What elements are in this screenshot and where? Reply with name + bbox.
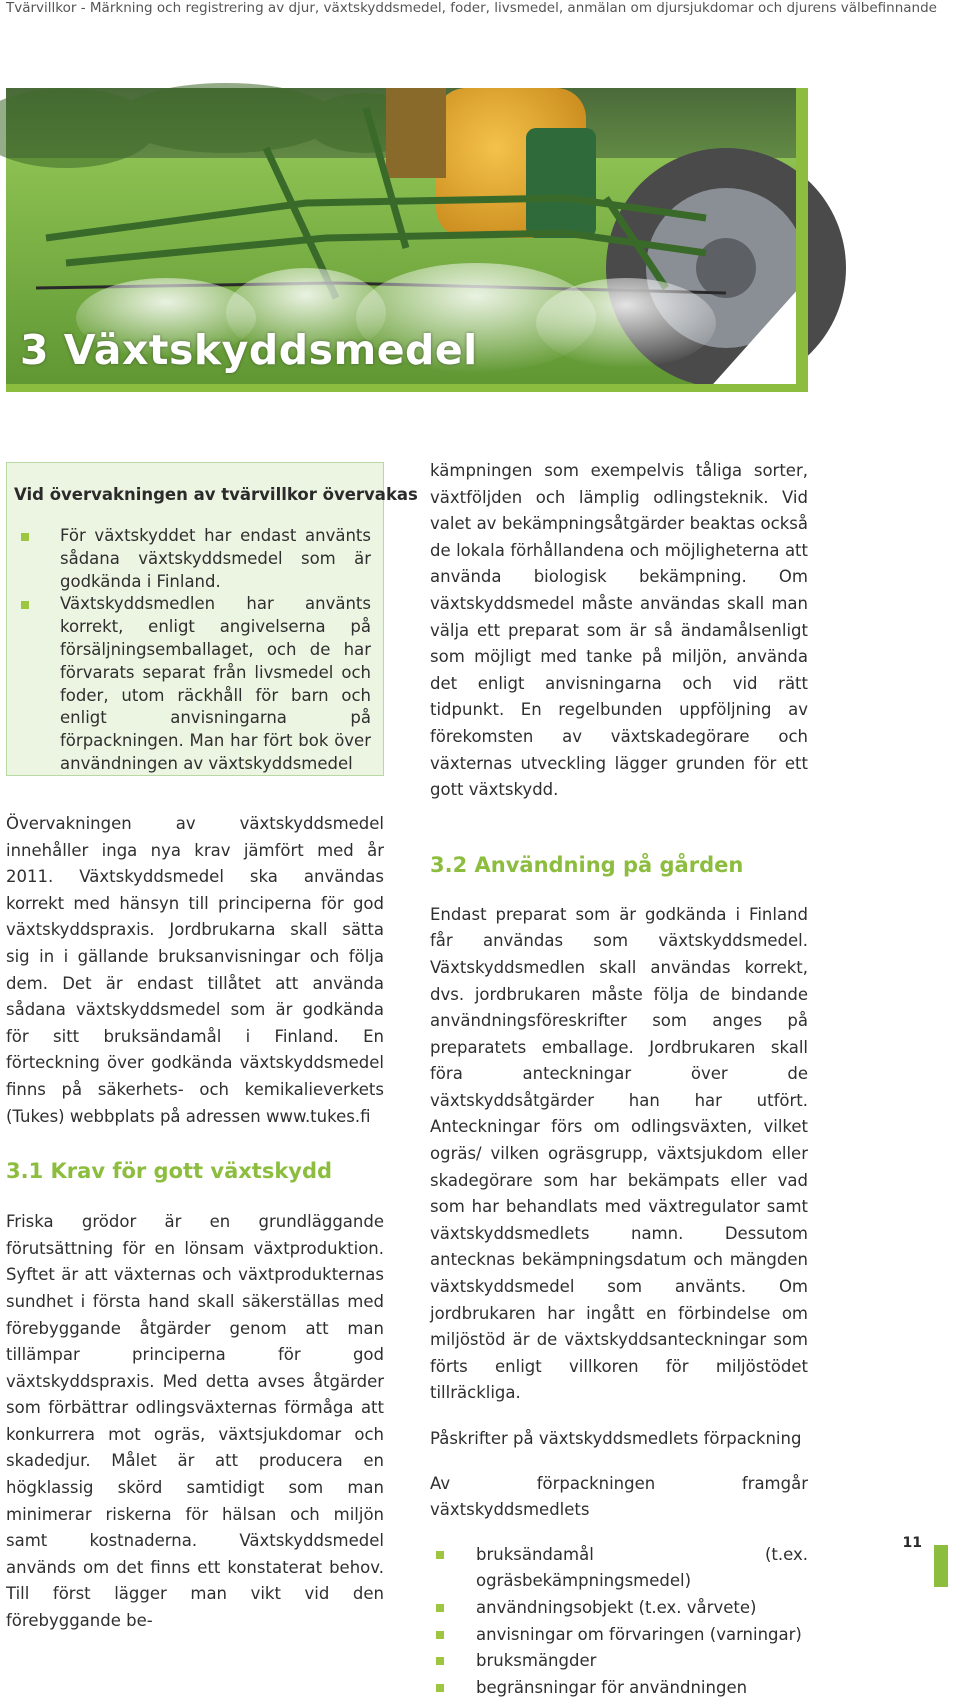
label-list [430,1542,808,1701]
list-item: anvisningar om förvaringen (varningar) [430,1622,808,1649]
body-paragraph: Endast preparat som är godkända i Finland får användas som växtskyddsmedel. Växtskyddsmedlen skall användas korrekt, dvs. jordbrukaren måste följa de bindande användningsföreskrifter som anges på preparatets emballage. Jordbrukaren skall föra anteckningar över de växtskyddsåtgärder han har utfört. Anteckningar förs om odlingsväxten, vilket ogräs/ vilken ogräsgrupp, växtsjukdom eller skadegörare som har bekämpats eller vad som har behandlats med växtregulator samt växtskyddsmedlets namn. Dessutom antecknas bekämpningsdatum och mängden växtskyddsmedel som använts. Om jordbrukaren har ingått en förbindelse om miljöstöd är de växtskyddsanteckningar som förts enligt villkoren för miljöstödet tillräckliga. [430,904,808,1403]
body-paragraph: Friska grödor är en grundläggande förutsättning för en lönsam växtproduktion. Syftet är att växternas och växtprodukternas sundhet i första hand skall säkerställas med förebyggande åtgärder genom att man tillämpar principerna för god växtskyddspraxis. Med detta avses åtgärder som förbättrar odlingsväxternas förmåga att konkurrera mot ogräs, växtsjukdomar och skadedjur. Målet är att producera en högklassig skörd samtidigt som man minimerar riskerna för hälsan och miljön samt kostnaderna. Växtskyddsmedel används om det finns ett konstaterat behov. Till först lägger man vikt vid den förebyggande be- [6,1212,384,1631]
intro-paragraph: Övervakningen av växtskyddsmedel innehåller inga nya krav jämfört med år 2011. Växtskyddsmedel ska användas korrekt med hänsyn till principerna för god växtskyddspraxis. Jordbrukarna skall sätta sig in i gällande bruksanvisningar och följa dem. Det är endast tillåtet att använda sådana växtskyddsmedel som är godkända för sitt bruksändamål i Finland. En förteckning över godkända växtskyddsmedel finns på säkerhets- och kemikalieverkets (Tukes) webbplats på adressen www.tukes.fi [6,814,384,1126]
square-bullet-icon [436,1551,444,1559]
monitoring-box-title: Vid övervakningen av tvärvillkor övervakas [14,485,418,504]
list-item: Växtskyddsmedlen har använts korrekt, enligt angivelserna på försäljningsemballaget, och de har förvarats separat från livsmedel och foder, utom räckhåll för barn och enligt anvisningarna på förpackningen. Man har fört bok över användningen av växtskyddsmedel [14,593,371,775]
monitoring-list [14,525,371,776]
square-bullet-icon [21,533,29,541]
square-bullet-icon [436,1604,444,1612]
continuation-paragraph: kämpningen som exempelvis tåliga sorter, växtföljden och lämplig odlingsteknik. Vid valet av bekämpningsåtgärder beaktas också de lokala förhållandena och möjligheterna att använda biologisk bekämpning. Om växtskyddsmedel måste användas skall man välja ett preparat som är så ändamålsenligt som möjligt med tanke på miljön, använda det enligt anvisningarna och vid rätt tidpunkt. En regelbunden uppföljning av förekomsten av växtskadegörare och växternas utveckling lägger grunden för ett gott växtskydd. [430,461,808,800]
subheading: Påskrifter på växtskyddsmedlets förpackning [430,1429,802,1448]
list-item: begränsningar för användningen [430,1675,808,1701]
square-bullet-icon [21,601,29,609]
left-column [6,462,418,1635]
section-heading-3-1: 3.1 Krav för gott växtskydd [6,1159,333,1184]
list-item: bruksmängder [430,1648,808,1675]
list-item: För växtskyddet har endast använts sådana växtskyddsmedel som är godkända i Finland. [14,525,371,593]
square-bullet-icon [436,1657,444,1665]
square-bullet-icon [436,1684,444,1692]
list-intro: Av förpackningen framgår växtskyddsmedlets [430,1473,808,1520]
corner-tab [934,1545,948,1587]
list-item: bruksändamål (t.ex. ogräsbekämpningsmedel) [430,1542,808,1595]
list-item: användningsobjekt (t.ex. vårvete) [430,1595,808,1622]
chapter-title: 3 Växtskyddsmedel [20,326,478,374]
square-bullet-icon [436,1631,444,1639]
running-head: Tvärvillkor - Märkning och registrering av djur, växtskyddsmedel, foder, livsmedel, anmälan om djursjukdomar och djurens välbefinnande [6,0,937,16]
right-column [430,458,808,1701]
section-heading-3-2: 3.2 Användning på gården [430,852,744,877]
monitoring-box [6,462,418,776]
hero-image [6,88,808,392]
page-number: 11 [902,1535,922,1551]
